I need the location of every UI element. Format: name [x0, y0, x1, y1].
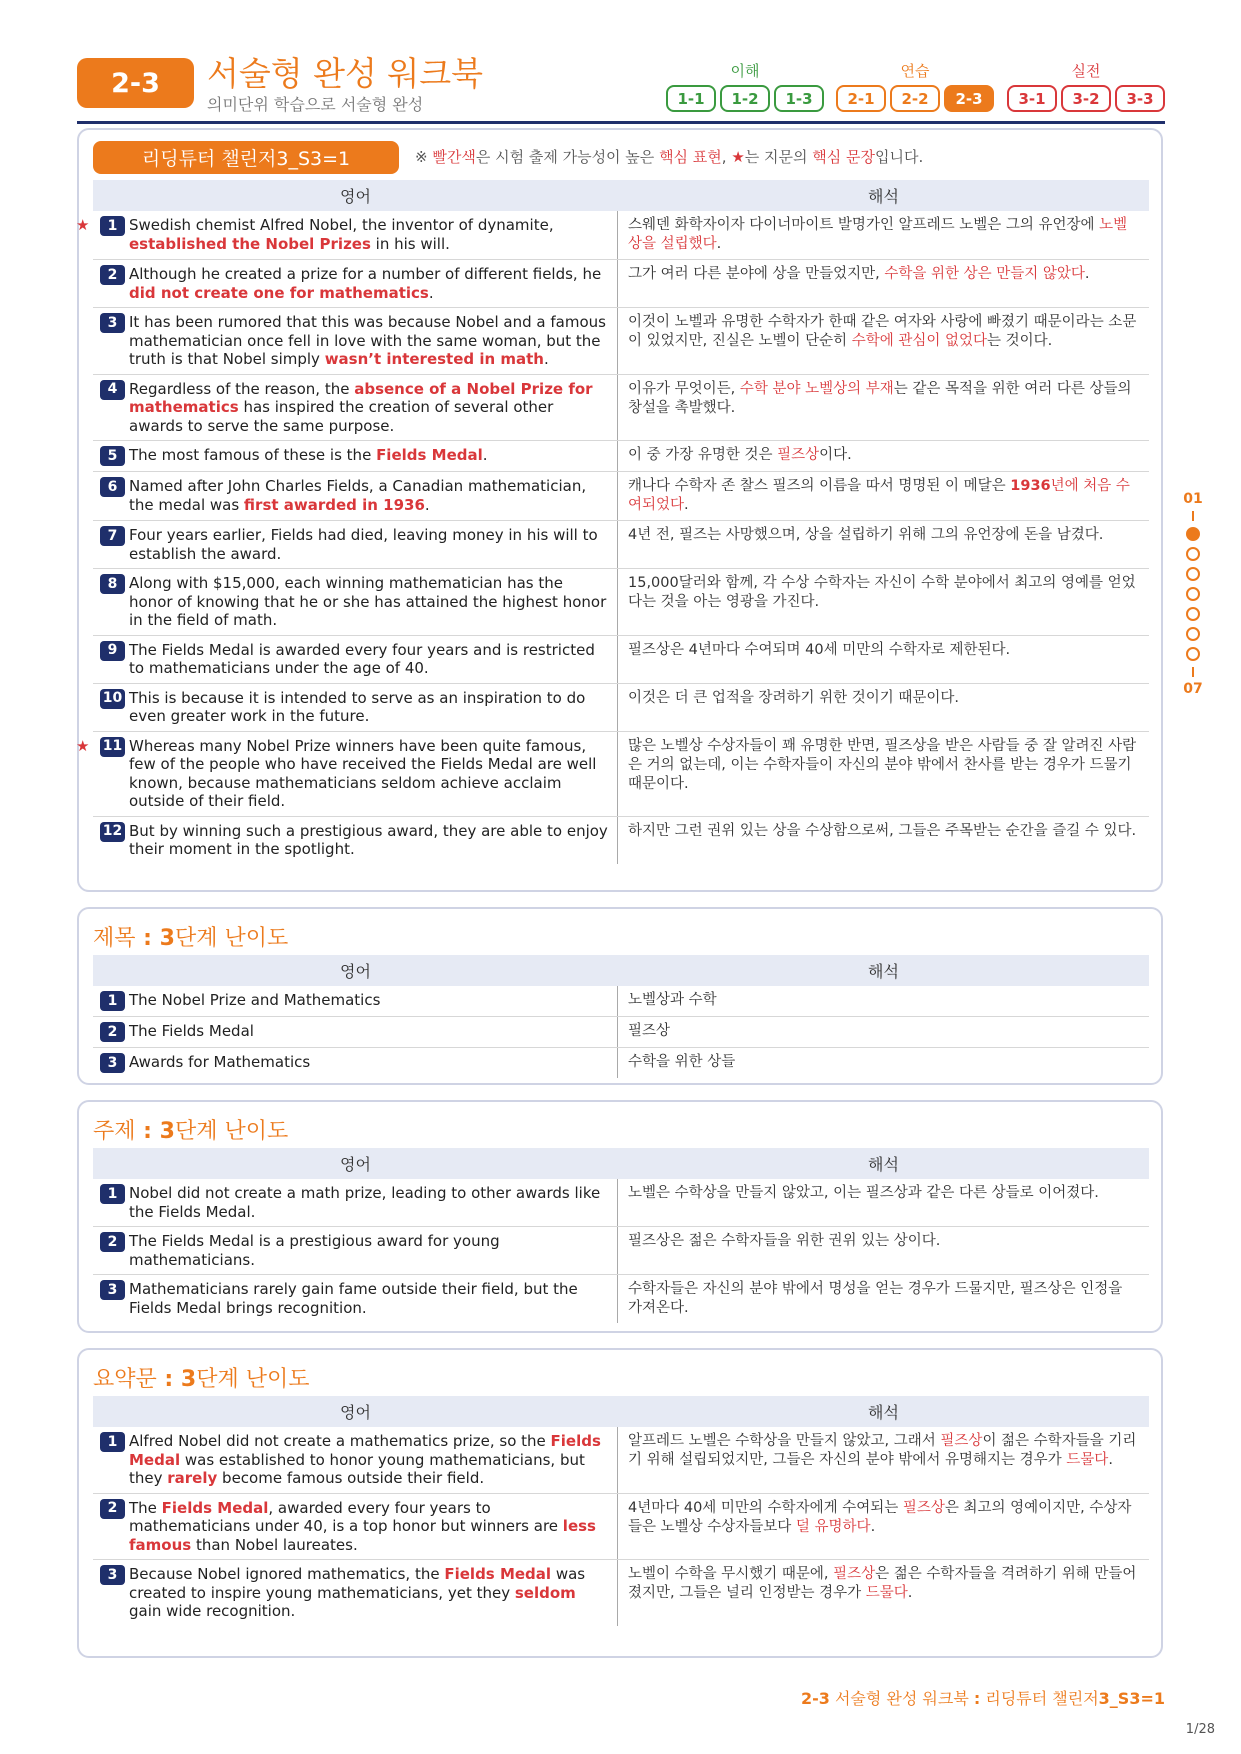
text-segment: The Fields Medal: [129, 1022, 254, 1040]
text-segment: , awarded every four years to mathematicians under 40, is a top honor but winners are: [129, 1498, 563, 1535]
key-expression: 필즈상: [902, 1499, 945, 1516]
text-segment: 노벨상과 수학: [628, 992, 717, 1008]
section-heading: 요약문 : 3단계 난이도: [93, 1367, 310, 1392]
text-segment: .: [716, 236, 722, 252]
reading-badge: 리딩튜터 챌린저3_S3=1: [93, 141, 399, 174]
text-segment: .: [428, 283, 434, 302]
text-segment: Mathematicians rarely gain fame outside their field, but the Fields Medal brings recognition.: [129, 1280, 578, 1317]
english-cell: [93, 1275, 618, 1323]
progress-dot[interactable]: [1186, 607, 1200, 621]
text-segment: 이것이 노벨과 유명한 수학자가 한때 같은 여자와 사랑에 빠졌기 때문이라는 소문이 있었지만, 진실은 노벨이 단순히: [628, 314, 1137, 349]
key-expression: 필즈상: [833, 1566, 876, 1582]
text-segment: .: [870, 1518, 876, 1535]
key-expression: Fields Medal: [444, 1565, 552, 1583]
korean-cell: [618, 375, 1149, 441]
step-group-label: 연습: [900, 62, 930, 80]
text-segment: .: [544, 350, 549, 368]
key-expression: 노벨상을 설립했다: [628, 217, 1128, 252]
table-header: [93, 1396, 1149, 1427]
key-expression: 필즈상: [777, 447, 820, 463]
text-segment: 이유가 무엇이든,: [628, 380, 740, 397]
table-header: [93, 955, 1149, 986]
key-expression: less famous: [129, 1517, 596, 1554]
step-pill-2-1[interactable]: 2-1: [836, 85, 886, 112]
sentence-number: 2: [100, 1022, 125, 1042]
sentence-number: 1: [100, 216, 125, 236]
text-segment: It has been rumored that this was because Nobel and a famous mathematician once fell in love with the same woman, but the truth is that Nobel simply: [129, 313, 606, 368]
key-expression: seldom: [514, 1583, 576, 1602]
text-segment: 필즈상: [628, 1023, 671, 1039]
korean-cell: [618, 521, 1149, 568]
key-expression: Fields Medal: [129, 1432, 601, 1469]
sentence-number: 10: [100, 689, 125, 709]
sentence-number: 3: [100, 313, 125, 333]
text-segment: .: [684, 497, 689, 513]
text-segment: But by winning such a prestigious award, they are able to enjoy their moment in the spotlight.: [129, 821, 608, 858]
korean-cell: [618, 986, 1149, 1016]
sentence-number: 7: [100, 526, 125, 546]
sentence-number: 3: [100, 1280, 125, 1300]
english-text: [129, 313, 611, 369]
reading-panel: [77, 128, 1163, 892]
text-segment: in his will.: [370, 234, 450, 253]
english-cell: [93, 375, 618, 441]
step-pill-2-3-active[interactable]: 2-3: [944, 85, 994, 112]
text-segment: 많은 노벨상 수상자들이 꽤 유명한 반면, 필즈상을 받은 사람들 중 잘 알려진 사람은 거의 없는데, 이는 수학자들이 자신의 분야 밖에서 찬사를 받는 경우가 드물기 때문이다.: [628, 737, 1137, 792]
text-segment: Named after John Charles Fields, a Canadian mathematician, the medal was: [129, 477, 587, 514]
english-cell: [93, 817, 618, 864]
key-expression: wasn’t interested in math: [324, 350, 544, 368]
page-number: 1/28: [1185, 1722, 1215, 1737]
reading-rows: [76, 211, 1149, 864]
key-expression: rarely: [167, 1469, 218, 1487]
text-segment: 4년마다 40세 미만의 수학자에게 수여되는: [628, 1499, 903, 1516]
sentence-row: [93, 375, 1149, 442]
text-segment: 이 중 가장 유명한 것은: [628, 447, 778, 463]
sentence-row: [93, 1179, 1149, 1227]
step-group-understand: [666, 60, 824, 112]
english-text: [129, 689, 611, 726]
korean-cell: [618, 260, 1149, 307]
english-cell: [93, 1494, 618, 1560]
column-header-korean: 해석: [868, 1403, 899, 1422]
english-text: [129, 1280, 611, 1318]
text-segment: 필즈상은 4년마다 수여되며 40세 미만의 수학자로 제한된다.: [628, 641, 1011, 658]
text-segment: Alfred Nobel did not create a mathematics prize, so the: [129, 1432, 551, 1450]
english-text: [129, 1184, 611, 1221]
english-text: [129, 1232, 611, 1269]
sentence-row: [93, 1494, 1149, 1561]
sentence-row: [93, 1427, 1149, 1494]
korean-cell: [618, 1048, 1149, 1078]
english-text: [129, 446, 488, 466]
english-text: [129, 1499, 611, 1555]
english-cell: [93, 521, 618, 568]
english-text: [129, 216, 611, 254]
english-cell: [93, 986, 618, 1016]
sentence-number: 6: [100, 477, 125, 497]
progress-dot[interactable]: [1186, 567, 1200, 581]
korean-cell: [618, 817, 1149, 864]
korean-cell: [618, 1179, 1149, 1226]
text-segment: .: [482, 446, 488, 464]
summary-panel: [77, 1348, 1163, 1658]
text-segment: 수학을 위한 상들: [628, 1054, 736, 1070]
text-segment: 이다.: [819, 447, 852, 463]
text-segment: was created to inspire young mathematicians, yet they: [129, 1565, 586, 1602]
side-nav-bar: [1192, 511, 1194, 521]
key-expression: 1936: [1010, 478, 1051, 494]
korean-cell: [618, 1017, 1149, 1047]
english-cell: [93, 472, 618, 520]
text-segment: The Fields Medal is a prestigious award for young mathematicians.: [129, 1232, 500, 1269]
text-segment: 이것은 더 큰 업적을 장려하기 위한 것이기 때문이다.: [628, 689, 960, 706]
theme-rows: [93, 1179, 1149, 1323]
text-segment: This is because it is intended to serve as an inspiration to do even greater work in the future.: [129, 688, 586, 725]
text-segment: 스웨덴 화학자이자 다이너마이트 발명가인 알프레드 노벨은 그의 유언장에: [628, 217, 1100, 233]
sentence-row: [93, 1048, 1149, 1078]
text-segment: 는 것이다.: [987, 333, 1053, 349]
section-badge: 2-3: [77, 58, 194, 108]
english-text: [129, 265, 611, 302]
english-text: [129, 991, 380, 1011]
title-panel: [77, 907, 1163, 1085]
page-title: 서술형 완성 워크북: [207, 54, 484, 93]
progress-dot[interactable]: [1186, 587, 1200, 601]
text-segment: 그가 여러 다른 분야에 상을 만들었지만,: [628, 266, 885, 282]
sentence-row: [93, 1017, 1149, 1048]
english-text: [129, 1022, 254, 1042]
step-pill-3-3[interactable]: 3-3: [1115, 85, 1165, 112]
text-segment: 15,000달러와 함께, 각 수상 수학자는 자신이 수학 분야에서 최고의 영예를 얻었다는 것을 아는 영광을 가진다.: [628, 575, 1136, 610]
header-divider: [77, 121, 1165, 124]
key-expression: did not create one for mathematics: [129, 283, 429, 302]
text-segment: Swedish chemist Alfred Nobel, the inventor of dynamite,: [129, 216, 554, 234]
summary-rows: [93, 1427, 1149, 1626]
step-group-real: [1007, 60, 1165, 112]
sentence-row: [93, 569, 1149, 636]
english-text: [129, 380, 611, 436]
theme-panel: [77, 1100, 1163, 1333]
sentence-number: 1: [100, 1184, 125, 1204]
core-sentence-star-icon: ★: [76, 736, 90, 755]
text-segment: Awards for Mathematics: [129, 1053, 311, 1071]
text-segment: 은 최고의 영예이지만, 수상자들은 노벨상 수상자들보다: [628, 1499, 1132, 1535]
english-text: [129, 822, 611, 859]
text-segment: 필즈상은 젊은 수학자들을 위한 권위 있는 상이다.: [628, 1233, 941, 1249]
english-cell: [93, 1227, 618, 1274]
korean-cell: [618, 636, 1149, 683]
sentence-row: [93, 1227, 1149, 1275]
sentence-number: 3: [100, 1053, 125, 1073]
sentence-number: 1: [100, 1432, 125, 1452]
sentence-row: [93, 260, 1149, 308]
sentence-row: [76, 732, 1149, 817]
sentence-number: 5: [100, 446, 125, 466]
sentence-number: 4: [100, 380, 125, 400]
text-segment: Nobel did not create a math prize, leading to other awards like the Fields Medal.: [129, 1184, 601, 1221]
sentence-number: 3: [100, 1565, 125, 1585]
text-segment: .: [424, 495, 430, 514]
text-segment: The Fields Medal is awarded every four years and is restricted to mathematicians under the age of 40.: [129, 640, 595, 677]
sentence-row: [93, 308, 1149, 375]
text-segment: The most famous of these is the: [129, 446, 377, 464]
side-nav-start: 01: [1183, 491, 1203, 507]
sentence-row: [93, 817, 1149, 864]
text-segment: The Nobel Prize and Mathematics: [129, 991, 381, 1009]
table-header: [93, 1148, 1149, 1179]
text-segment: .: [1108, 1452, 1113, 1468]
korean-cell: [618, 1494, 1149, 1560]
core-sentence-star-icon: ★: [76, 216, 90, 234]
text-segment: become famous outside their field.: [217, 1469, 485, 1487]
key-expression: 수학을 위한 상은 만들지 않았다: [884, 266, 1085, 282]
step-pill-1-2[interactable]: 1-2: [720, 85, 770, 112]
text-segment: 수학자들은 자신의 분야 밖에서 명성을 얻는 경우가 드물지만, 필즈상은 인정을 가져온다.: [628, 1281, 1123, 1316]
sentence-row: [93, 521, 1149, 569]
legend-note: ※ 빨간색은 시험 출제 가능성이 높은 핵심 표현, ★는 지문의 핵심 문장입니다.: [415, 148, 924, 166]
text-segment: 캐나다 수학자 존 찰스 필즈의 이름을 따서 명명된 이 메달은: [628, 478, 1011, 494]
text-segment: gain wide recognition.: [129, 1602, 296, 1620]
text-segment: was established to honor young mathematicians, but they: [129, 1450, 585, 1487]
text-segment: has inspired the creation of several other awards to serve the same purpose.: [129, 398, 554, 435]
star-icon: ★: [731, 148, 745, 166]
text-segment: The: [129, 1498, 162, 1517]
text-segment: 노벨은 수학상을 만들지 않았고, 이는 필즈상과 같은 다른 상들로 이어졌다.: [628, 1185, 1099, 1201]
korean-cell: [618, 569, 1149, 635]
text-segment: 알프레드 노벨은 수학상을 만들지 않았고, 그래서: [628, 1433, 941, 1449]
sentence-number: 1: [100, 991, 125, 1011]
step-pill-1-1[interactable]: 1-1: [666, 85, 716, 112]
step-group-label: 이해: [730, 62, 760, 80]
english-cell: [93, 260, 618, 307]
text-segment: Regardless of the reason, the: [129, 379, 355, 398]
sentence-number: 12: [100, 822, 125, 842]
text-segment: .: [907, 1585, 913, 1601]
english-cell: [93, 441, 618, 471]
english-cell: [93, 569, 618, 635]
sentence-row: [76, 211, 1149, 260]
footer-title: 2-3 서술형 완성 워크북 : 리딩튜터 챌린저3_S3=1: [800, 1689, 1165, 1708]
column-header-korean: 해석: [868, 962, 899, 981]
key-expression: 필즈상: [940, 1433, 983, 1449]
key-expression: 수학에 관심이 없었다: [851, 333, 988, 349]
side-progress-nav: [1178, 491, 1208, 697]
english-cell: [93, 1560, 618, 1626]
english-text: [129, 574, 611, 630]
text-segment: Whereas many Nobel Prize winners have been quite famous, few of the people who have received the Fields Medal are well known, because mathematicians seldom achieve acclaim outside of their field.: [129, 736, 597, 810]
sentence-number: 2: [100, 1499, 125, 1519]
step-group-label: 실전: [1071, 62, 1101, 80]
text-segment: than Nobel laureates.: [191, 1535, 358, 1554]
column-header-korean: 해석: [868, 1155, 899, 1174]
text-segment: Because Nobel ignored mathematics, the: [129, 1565, 445, 1583]
step-pill-3-1[interactable]: 3-1: [1007, 85, 1057, 112]
section-heading: 제목 : 3단계 난이도: [93, 926, 289, 951]
text-segment: Along with $15,000, each winning mathematician has the honor of knowing that he or she has attained the highest honor in the field of math.: [129, 574, 607, 629]
sentence-number: 11: [100, 737, 125, 757]
korean-cell: [618, 732, 1149, 816]
side-nav-end: 07: [1183, 681, 1203, 697]
korean-cell: [618, 441, 1149, 471]
english-text: [129, 1432, 611, 1488]
sentence-row: [93, 986, 1149, 1017]
column-header-english: 영어: [340, 187, 371, 206]
column-header-english: 영어: [340, 1155, 371, 1174]
key-expression: 수학 분야 노벨상의 부재: [739, 380, 894, 397]
sentence-row: [93, 1275, 1149, 1323]
english-text: [129, 477, 611, 515]
key-expression: 드물다: [1066, 1452, 1109, 1468]
step-pill-3-2[interactable]: 3-2: [1061, 85, 1111, 112]
english-cell: [76, 732, 618, 816]
korean-cell: [618, 1560, 1149, 1626]
english-cell: [93, 1427, 618, 1493]
english-cell: [93, 636, 618, 683]
english-text: [129, 737, 611, 811]
title-rows: [93, 986, 1149, 1078]
step-group-practice: [836, 60, 994, 112]
sentence-number: 2: [100, 1232, 125, 1252]
section-heading: 주제 : 3단계 난이도: [93, 1119, 289, 1144]
text-segment: 는 같은 목적을 위한 여러 다른 상들의 창설을 촉발했다.: [628, 380, 1132, 416]
sentence-row: [93, 472, 1149, 521]
korean-cell: [618, 1275, 1149, 1323]
progress-dot[interactable]: [1186, 647, 1200, 661]
korean-cell: [618, 684, 1149, 731]
korean-cell: [618, 308, 1149, 374]
text-segment: 이 젊은 수학자들을 기리기 위해 설립되었지만, 그들은 자신의 분야 밖에서 유명해지는 경우가: [628, 1433, 1137, 1468]
key-expression: Fields Medal: [161, 1498, 269, 1517]
sentence-row: [93, 441, 1149, 472]
english-cell: [93, 308, 618, 374]
page-subtitle: 의미단위 학습으로 서술형 완성: [207, 95, 424, 114]
key-expression: 드물다: [865, 1585, 908, 1601]
english-cell: [93, 1179, 618, 1226]
key-expression: 년에 처음 수여되었다: [628, 478, 1130, 513]
key-expression: first awarded in 1936: [243, 495, 425, 514]
text-segment: Four years earlier, Fields had died, leaving money in his will to establish the award.: [129, 526, 598, 563]
sentence-number: 8: [100, 574, 125, 594]
table-header: [93, 180, 1149, 211]
english-cell: [93, 1017, 618, 1047]
progress-dot[interactable]: [1186, 627, 1200, 641]
column-header-korean: 해석: [868, 187, 899, 206]
english-cell: [93, 1048, 618, 1078]
sentence-row: [93, 636, 1149, 684]
side-nav-bar: [1192, 667, 1194, 677]
step-pill-1-3[interactable]: 1-3: [774, 85, 824, 112]
text-segment: .: [1084, 266, 1090, 282]
text-segment: 노벨이 수학을 무시했기 때문에,: [628, 1566, 834, 1582]
key-expression: Fields Medal: [376, 446, 483, 464]
sentence-row: [93, 1560, 1149, 1626]
text-segment: 은 젊은 수학자들을 격려하기 위해 만들어졌지만, 그들은 널리 인정받는 경우가: [628, 1566, 1137, 1601]
korean-cell: [618, 1427, 1149, 1493]
progress-dot-active[interactable]: [1186, 527, 1200, 541]
text-segment: 4년 전, 필즈는 사망했으며, 상을 설립하기 위해 그의 유언장에 돈을 남겼다.: [628, 527, 1104, 543]
korean-cell: [618, 1227, 1149, 1274]
sentence-number: 9: [100, 641, 125, 661]
english-text: [129, 526, 611, 563]
progress-dot[interactable]: [1186, 547, 1200, 561]
english-text: [129, 1053, 310, 1073]
korean-cell: [618, 472, 1149, 520]
sentence-number: 2: [100, 265, 125, 285]
key-expression: 덜 유명하다: [795, 1518, 871, 1535]
english-cell: [76, 211, 618, 259]
english-text: [129, 1565, 611, 1621]
key-expression: absence of a Nobel Prize for mathematics: [129, 379, 593, 416]
english-cell: [93, 684, 618, 731]
english-text: [129, 641, 611, 678]
column-header-english: 영어: [340, 1403, 371, 1422]
text-segment: 하지만 그런 권위 있는 상을 수상함으로써, 그들은 주목받는 순간을 즐길 수 있다.: [628, 822, 1137, 839]
column-header-english: 영어: [340, 962, 371, 981]
korean-cell: [618, 211, 1149, 259]
sentence-row: [93, 684, 1149, 732]
key-expression: established the Nobel Prizes: [129, 234, 371, 253]
step-pill-2-2[interactable]: 2-2: [890, 85, 940, 112]
text-segment: Although he created a prize for a number of different fields, he: [129, 265, 602, 283]
